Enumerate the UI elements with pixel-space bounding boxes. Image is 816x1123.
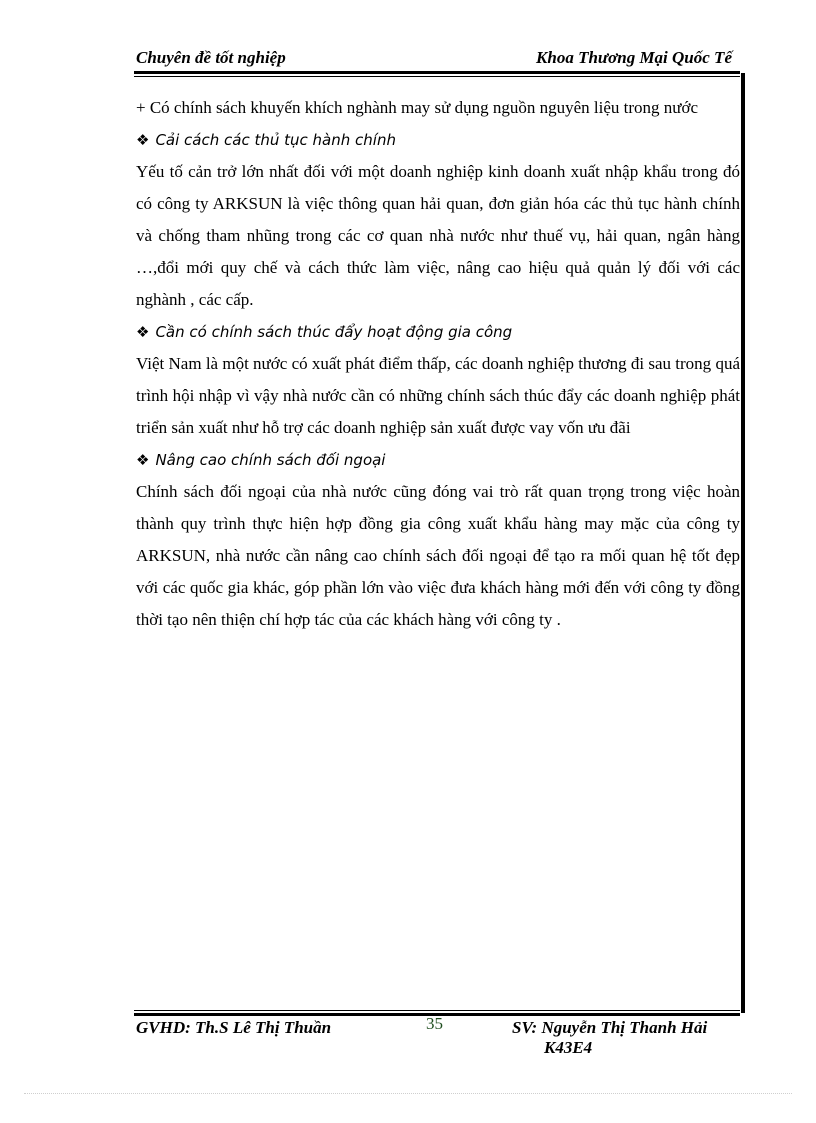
footer-rule-thin — [134, 1010, 740, 1011]
footer-class: K43E4 — [544, 1038, 593, 1057]
diamond-bullet-icon: ❖ — [136, 451, 150, 469]
footer-supervisor: GVHD: Th.S Lê Thị Thuần — [136, 1018, 332, 1037]
diamond-bullet-icon: ❖ — [136, 323, 150, 341]
header-left-title: Chuyên đề tốt nghiệp — [136, 48, 286, 67]
header-rule-thin — [134, 76, 740, 77]
section-heading-text: Cải cách các thủ tục hành chính — [155, 131, 396, 149]
page-border-shadow — [741, 73, 745, 1013]
intro-paragraph: + Có chính sách khuyến khích nghành may sử dụng nguồn nguyên liệu trong nước — [136, 98, 699, 117]
header-right-title: Khoa Thương Mại Quốc Tế — [536, 48, 732, 67]
page-edge-divider — [24, 1093, 792, 1094]
header-rule-thick — [134, 71, 740, 74]
section-heading-text: Cần có chính sách thúc đẩy hoạt động gia công — [155, 323, 513, 341]
document-body — [136, 92, 740, 636]
section-heading — [136, 444, 740, 476]
diamond-bullet-icon: ❖ — [136, 131, 150, 149]
section-paragraph: Việt Nam là một nước có xuất phát điểm thấp, các doanh nghiệp thương đi sau trong quá trình hội nhập vì vậy nhà nước cần có những chính sách thúc đẩy các doanh nghiệp phát triển sản xuất như hỗ trợ các doanh nghiệp sản xuất được vay vốn ưu đãi — [136, 354, 740, 437]
section-heading-text: Nâng cao chính sách đối ngoại — [155, 451, 386, 469]
footer-student: SV: Nguyễn Thị Thanh Hải — [512, 1018, 708, 1037]
page-number: 35 — [426, 1014, 443, 1033]
section-paragraph: Yếu tố cản trở lớn nhất đối với một doanh nghiệp kinh doanh xuất nhập khẩu trong đó có công ty ARKSUN là việc thông quan hải quan, đơn giản hóa các thủ tục hành chính và chống tham nhũng trong các cơ quan nhà nước như thuế vụ, hải quan, ngân hàng …,đổi mới quy chế và cách thức làm việc, nâng cao hiệu quả quản lý đối với các nghành , các cấp. — [136, 162, 740, 309]
section-heading — [136, 316, 740, 348]
section-heading — [136, 124, 740, 156]
section-paragraph: Chính sách đối ngoại của nhà nước cũng đóng vai trò rất quan trọng trong việc hoàn thành quy trình thực hiện hợp đồng gia công xuất khẩu hàng may mặc của công ty ARKSUN, nhà nước cần nâng cao chính sách đối ngoại để tạo ra mối quan hệ tốt đẹp với các quốc gia khác, góp phần lớn vào việc đưa khách hàng mới đến với công ty đồng thời tạo nên thiện chí hợp tác của các khách hàng với công ty . — [136, 482, 740, 629]
